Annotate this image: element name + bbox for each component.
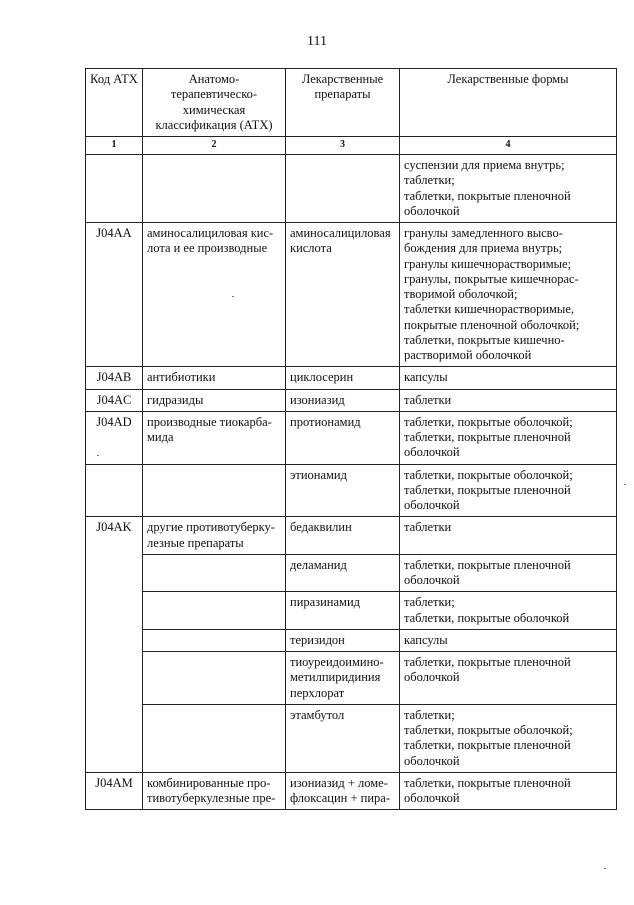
drug-cell: теризидон: [286, 629, 400, 651]
table-row: [86, 704, 617, 772]
drug-cell: протионамид: [286, 411, 400, 464]
scan-speck: [232, 296, 234, 297]
table-row: [86, 554, 617, 592]
dosage-forms-cell: таблетки, покрытые пленочной оболочкой: [400, 772, 617, 810]
drug-cell: деламанид: [286, 554, 400, 592]
classification-cell: [143, 155, 286, 223]
dosage-forms-cell: таблетки: [400, 517, 617, 555]
table-header-row: [86, 69, 617, 137]
drug-cell: циклосерин: [286, 367, 400, 389]
column-number: 2: [143, 137, 286, 155]
classification-cell: [143, 652, 286, 705]
drug-cell: тиоуреидоимино- метилпиридиния перхлорат: [286, 652, 400, 705]
dosage-forms-cell: капсулы: [400, 629, 617, 651]
classification-cell: [143, 629, 286, 651]
scan-speck: [604, 868, 606, 869]
table-row: [86, 629, 617, 651]
classification-cell: комбинированные про- тивотуберкулезные пре-: [143, 772, 286, 810]
table-row: [86, 652, 617, 705]
table-row: [86, 389, 617, 411]
scan-speck: [624, 484, 626, 485]
table-row: [86, 411, 617, 464]
classification-cell: другие противотуберку- лезные препараты: [143, 517, 286, 555]
drug-cell: изониазид: [286, 389, 400, 411]
column-number: 3: [286, 137, 400, 155]
drug-cell: [286, 155, 400, 223]
classification-cell: [143, 592, 286, 630]
header-atc-code: Код АТХ: [86, 69, 143, 137]
dosage-forms-cell: таблетки; таблетки, покрытые оболочкой: [400, 592, 617, 630]
atc-code-cell: J04AA: [86, 223, 143, 367]
atc-code-cell: [86, 155, 143, 223]
drug-cell: аминосалициловая кислота: [286, 223, 400, 367]
atc-code-cell: J04AC: [86, 389, 143, 411]
atc-code-cell: J04AK: [86, 517, 143, 773]
header-drugs: Лекарственные препараты: [286, 69, 400, 137]
dosage-forms-cell: гранулы замедленного высво- бождения для приема внутрь; гранулы кишечнорастворимые; гранулы, покрытые кишечнорас- творимой оболочкой; таблетки кишечнорастворимые, покрытые пленочной оболочкой; таблетки, покрытые кишечно- растворимой оболочкой: [400, 223, 617, 367]
drug-cell: пиразинамид: [286, 592, 400, 630]
drug-cell: этионамид: [286, 464, 400, 517]
classification-cell: аминосалициловая кис- лота и ее производные: [143, 223, 286, 367]
column-number: 1: [86, 137, 143, 155]
dosage-forms-cell: таблетки, покрытые оболочкой; таблетки, покрытые пленочной оболочкой: [400, 411, 617, 464]
dosage-forms-cell: таблетки; таблетки, покрытые оболочкой; таблетки, покрытые пленочной оболочкой: [400, 704, 617, 772]
column-number: 4: [400, 137, 617, 155]
classification-cell: гидразиды: [143, 389, 286, 411]
dosage-forms-cell: капсулы: [400, 367, 617, 389]
classification-cell: производные тиокарба- мида: [143, 411, 286, 464]
table-row: [86, 592, 617, 630]
table-row: [86, 155, 617, 223]
atc-code-cell: [86, 464, 143, 517]
page-number: 111: [307, 34, 327, 49]
header-dosage-forms: Лекарственные формы: [400, 69, 617, 137]
table-row: [86, 223, 617, 367]
classification-cell: антибиотики: [143, 367, 286, 389]
classification-cell: [143, 704, 286, 772]
classification-cell: [143, 464, 286, 517]
atc-code-cell: J04AD: [86, 411, 143, 464]
drug-cell: бедаквилин: [286, 517, 400, 555]
dosage-forms-cell: таблетки: [400, 389, 617, 411]
header-atc-classification: Анатомо-терапевтическо-химическая классификация (АТХ): [143, 69, 286, 137]
dosage-forms-cell: таблетки, покрытые пленочной оболочкой: [400, 652, 617, 705]
dosage-forms-cell: суспензии для приема внутрь; таблетки; таблетки, покрытые пленочной оболочкой: [400, 155, 617, 223]
table-row: [86, 772, 617, 810]
drug-classification-table: [85, 68, 617, 810]
dosage-forms-cell: таблетки, покрытые пленочной оболочкой: [400, 554, 617, 592]
atc-code-cell: J04AM: [86, 772, 143, 810]
scan-speck: [97, 455, 99, 456]
classification-cell: [143, 554, 286, 592]
table-row: [86, 367, 617, 389]
drug-cell: изониазид + ломе- флоксацин + пира-: [286, 772, 400, 810]
table-row: [86, 464, 617, 517]
atc-code-cell: J04AB: [86, 367, 143, 389]
column-number-row: [86, 137, 617, 155]
table-row: [86, 517, 617, 555]
drug-cell: этамбутол: [286, 704, 400, 772]
dosage-forms-cell: таблетки, покрытые оболочкой; таблетки, покрытые пленочной оболочкой: [400, 464, 617, 517]
